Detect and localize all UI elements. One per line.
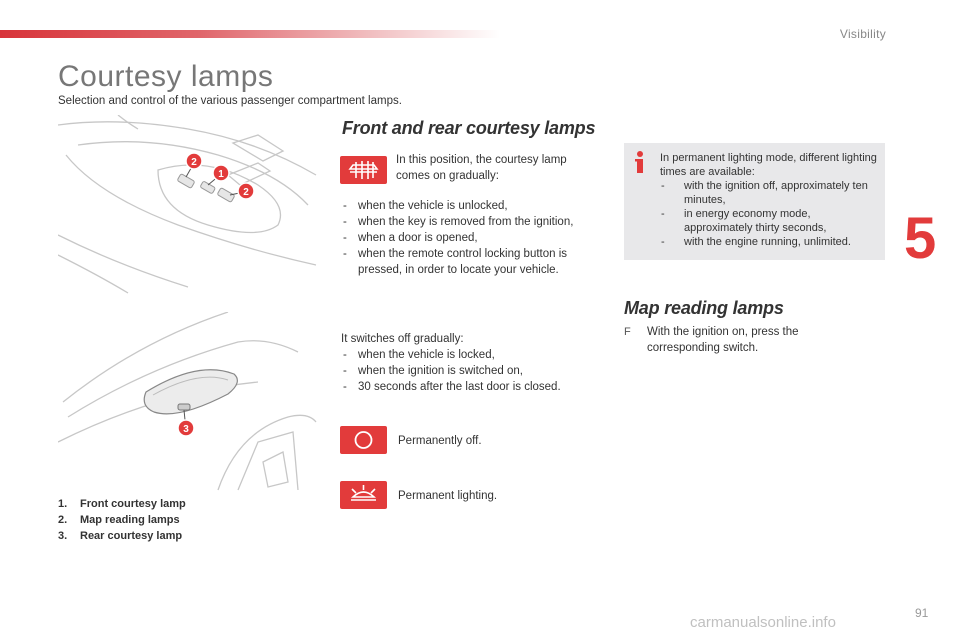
callout-1: [213, 165, 229, 181]
callout-2-lower: [238, 183, 254, 199]
svg-text:1: 1: [218, 169, 224, 180]
svg-text:2: 2: [191, 157, 197, 168]
legend-item: 2. Map reading lamps: [58, 514, 180, 526]
list-item: - with the ignition off, approximately ten minutes,: [660, 179, 878, 207]
page-number: 91: [915, 606, 929, 620]
on-conditions-list: [341, 198, 606, 278]
info-intro: In permanent lighting mode, different lighting times are available:: [660, 152, 877, 178]
off-intro: It switches off gradually:: [341, 333, 464, 345]
list-item: - in energy economy mode, approximately thirty seconds,: [660, 207, 878, 235]
list-item: - when a door is opened,: [341, 230, 606, 246]
map-reading-instruction: F With the ignition on, press the corresponding switch.: [624, 326, 799, 354]
list-item: - when the key is removed from the ignition,: [341, 214, 606, 230]
info-icon: [633, 150, 647, 174]
front-courtesy-lamp-illustration: [58, 115, 318, 295]
list-item: - when the vehicle is locked,: [341, 347, 606, 363]
map-reading-heading: Map reading lamps: [624, 298, 784, 318]
page-title: Courtesy lamps: [58, 60, 274, 93]
section-name: Visibility: [839, 27, 886, 41]
svg-text:3: 3: [183, 424, 189, 435]
list-item: - when the vehicle is unlocked,: [341, 198, 606, 214]
permanent-lighting-label: Permanent lighting.: [398, 490, 498, 502]
list-item: - with the engine running, unlimited.: [660, 235, 878, 249]
chapter-number: 5: [904, 206, 937, 271]
info-box: [624, 143, 885, 260]
list-item: - 30 seconds after the last door is closed.: [341, 379, 606, 395]
list-item: - when the ignition is switched on,: [341, 363, 606, 379]
header-accent-bar: [0, 30, 500, 38]
door-position-text: In this position, the courtesy lamp comes on gradually:: [396, 154, 567, 182]
svg-text:2: 2: [243, 187, 249, 198]
callout-3: [178, 420, 194, 436]
callout-2-upper: [186, 153, 202, 169]
legend-item: 3. Rear courtesy lamp: [58, 530, 183, 542]
watermark: carmanualsonline.info: [690, 614, 836, 631]
permanently-off-icon: [340, 426, 387, 454]
info-text: [660, 151, 878, 249]
page-subtitle: Selection and control of the various passenger compartment lamps.: [58, 95, 402, 107]
off-conditions: [341, 331, 606, 395]
door-position-switch-icon: [340, 156, 387, 184]
action-bullet-icon: F: [624, 326, 631, 338]
permanent-lighting-icon: [340, 481, 387, 509]
front-rear-heading: Front and rear courtesy lamps: [342, 118, 596, 138]
illustration-legend: [58, 496, 186, 544]
permanently-off-label: Permanently off.: [398, 435, 482, 447]
rear-courtesy-lamp-illustration: [58, 312, 318, 492]
legend-item: 1. Front courtesy lamp: [58, 498, 186, 510]
list-item: - when the remote control locking button is pressed, in order to locate your vehicle.: [341, 246, 606, 278]
